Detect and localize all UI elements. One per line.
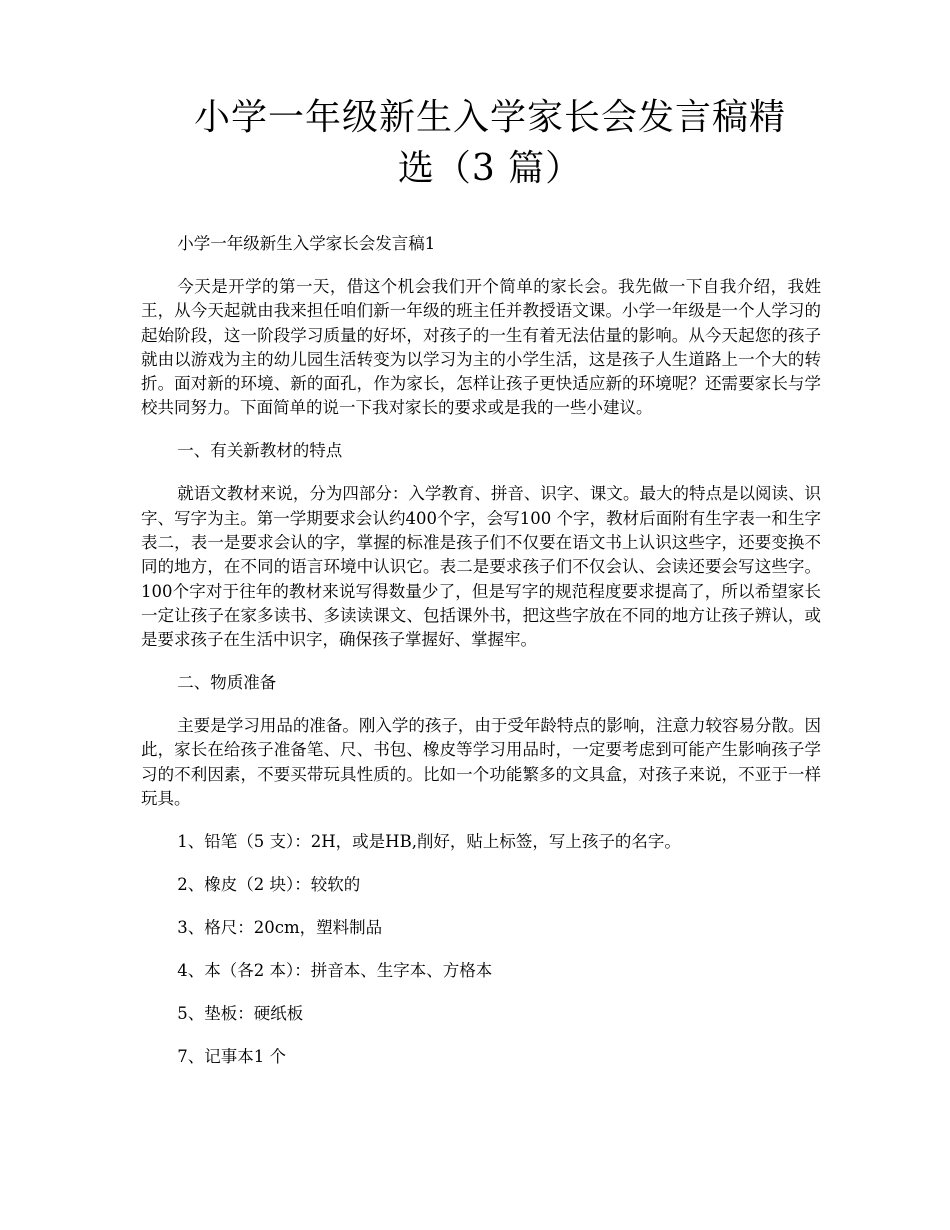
document-title: [160, 92, 820, 194]
list-item-memo-book: 7、记事本1 个: [177, 1046, 287, 1066]
document-body: [141, 232, 821, 1088]
section-heading-speech-1: 小学一年级新生入学家长会发言稿1: [177, 234, 436, 253]
title-line-2: 选（3 篇）: [397, 148, 583, 189]
title-line-1: 小学一年级新生入学家长会发言稿精: [193, 97, 786, 138]
list-item-pencil: 1、铅笔（5 支）：2H，或是HB,削好，贴上标签，写上孩子的名字。: [177, 832, 681, 852]
section-heading-materials: 二、物质准备: [177, 673, 277, 693]
body-paragraph-intro: 今天是开学的第一天，借这个机会我们开个简单的家长会。我先做一下自我介绍，我姓王，从今天起就由我来担任咱们新一年级的班主任并教授语文课。小学一年级是一个人学习的起始阶段，这一阶段学习质量的好坏，对孩子的一生有着无法估量的影响。从今天起您的孩子就由以游戏为主的幼儿园生活转变为以学习为主的小学生活，这是孩子人生道路上一个大的转折。面对新的环境、新的面孔，作为家长，怎样让孩子更快适应新的环境呢？还需要家长与学校共同努力。下面简单的说一下我对家长的要求或是我的一些小建议。: [141, 276, 821, 418]
section-heading-textbook: 一、有关新教材的特点: [177, 441, 343, 461]
list-item-pad: 5、垫板：硬纸板: [177, 1004, 304, 1023]
body-paragraph-materials: 主要是学习用品的准备。刚入学的孩子，由于受年龄特点的影响，注意力较容易分散。因此，家长在给孩子准备笔、尺、书包、橡皮等学习用品时，一定要考虑到可能产生影响孩子学习的不利因素，不要买带玩具性质的。比如一个功能繁多的文具盒，对孩子来说，不亚于一样玩具。: [141, 716, 821, 809]
list-item-ruler: 3、格尺：20cm，塑料制品: [177, 918, 383, 938]
list-item-eraser: 2、橡皮（2 块）：较软的: [177, 875, 361, 895]
list-item-notebooks: 4、本（各2 本）：拼音本、生字本、方格本: [177, 961, 493, 981]
body-paragraph-textbook: 就语文教材来说，分为四部分：入学教育、拼音、识字、课文。最大的特点是以阅读、识字、写字为主。第一学期要求会认约400个字，会写100 个字，教材后面附有生字表一和生字表二，表一是要求会认的字，掌握的标准是孩子们不仅要在语文书上认识这些字，还要变换不同的地方，在不同的语言环境中认识它。表二是要求孩子们不仅会认、会读还要会写这些字。100个字对于往年的教材来说写得数量少了，但是写字的规范程度要求提高了，所以希望家长一定让孩子在家多读书、多读读课文、包括课外书，把这些字放在不同的地方让孩子辨认，或是要求孩子在生活中识字，确保孩子掌握好、掌握牢。: [141, 484, 821, 650]
